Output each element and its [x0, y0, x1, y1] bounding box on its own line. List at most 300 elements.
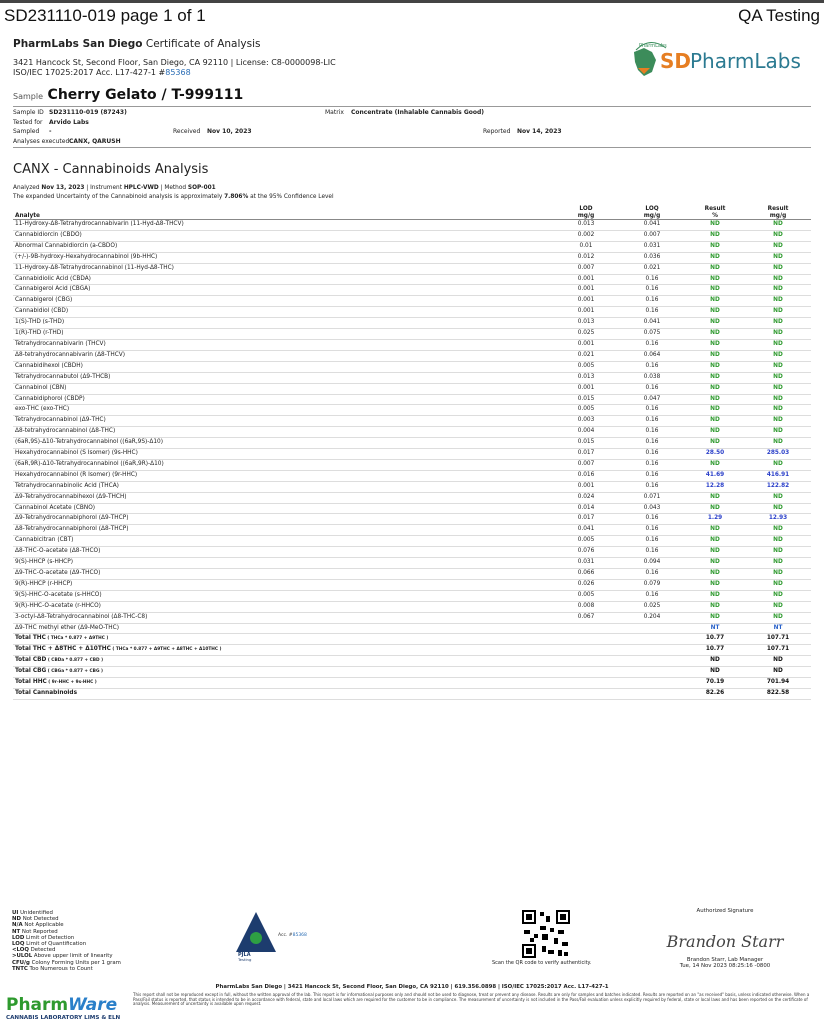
- analyte-cell: 1(S)-THD (s-THD): [13, 318, 553, 329]
- legend-item: [12, 966, 121, 972]
- result-mg-cell: ND: [745, 416, 811, 427]
- legend-desc: Unidentified: [20, 910, 53, 916]
- result-pct-cell: 12.28: [685, 481, 745, 492]
- total-label-cell: [13, 656, 553, 667]
- total-label-cell: [13, 678, 553, 689]
- result-pct-cell: ND: [685, 230, 745, 241]
- sample-page-label: SD231110-019 page 1 of 1: [4, 6, 206, 25]
- doc-type: Certificate of Analysis: [145, 38, 261, 50]
- result-mg-cell: ND: [745, 590, 811, 601]
- table-row: [13, 329, 811, 340]
- analyte-cell: Δ8-tetrahydrocannabivarin (Δ8-THCV): [13, 350, 553, 361]
- loq-cell: 0.021: [619, 263, 685, 274]
- total-mg-cell: 701.94: [745, 678, 811, 689]
- result-pct-cell: NT: [685, 623, 745, 634]
- table-row: [13, 547, 811, 558]
- analyte-cell: Cannabidihexol (CBDH): [13, 361, 553, 372]
- analyte-cell: exo-THC (exo-THC): [13, 405, 553, 416]
- table-row: [13, 503, 811, 514]
- loq-unit: mg/g: [643, 212, 661, 219]
- table-row: [13, 601, 811, 612]
- abbreviation-legend: [12, 910, 121, 972]
- result-pct-cell: ND: [685, 601, 745, 612]
- lod-cell: 0.031: [553, 558, 619, 569]
- loq-cell: 0.043: [619, 503, 685, 514]
- loq-cell: 0.16: [619, 459, 685, 470]
- table-row: [13, 558, 811, 569]
- table-row: [13, 481, 811, 492]
- analyte-cell: Δ8-tetrahydrocannabinol (Δ8-THC): [13, 427, 553, 438]
- result-mg-cell: ND: [745, 241, 811, 252]
- table-header-row: [13, 203, 811, 220]
- lod-cell: 0.017: [553, 514, 619, 525]
- analyte-cell: Tetrahydrocannabutol (Δ9-THCB): [13, 372, 553, 383]
- result-pct-header: [685, 203, 745, 220]
- analyte-cell: Δ9-Tetrahydrocannabiphorol (Δ9-THCP): [13, 514, 553, 525]
- result-mg-cell: ND: [745, 503, 811, 514]
- table-row: [13, 394, 811, 405]
- lod-header-label: LOD: [579, 206, 593, 212]
- table-row: [13, 405, 811, 416]
- table-row: [13, 361, 811, 372]
- total-pct-cell: 10.77: [685, 634, 745, 645]
- analyte-cell: Δ9-Tetrahydrocannabihexol (Δ9-THCH): [13, 492, 553, 503]
- empty-cell: [553, 645, 619, 656]
- total-mg-cell: 107.71: [745, 634, 811, 645]
- table-row: [13, 536, 811, 547]
- result-pct-cell: 28.50: [685, 449, 745, 460]
- result-pct-cell: ND: [685, 438, 745, 449]
- lab-title: [13, 38, 260, 50]
- result-pct-cell: 41.69: [685, 470, 745, 481]
- analyte-cell: 11-Hydroxy-Δ8-Tetrahydrocannabinol (11-Hyd-Δ8-THC): [13, 263, 553, 274]
- loq-cell: 0.007: [619, 230, 685, 241]
- empty-cell: [619, 634, 685, 645]
- loq-cell: 0.16: [619, 285, 685, 296]
- analyte-cell: (6aR,9R)-Δ10-Tetrahydrocannabinol ((6aR,9R)-Δ10): [13, 459, 553, 470]
- matrix-value: Concentrate (Inhalable Cannabis Good): [351, 109, 485, 116]
- table-row: [13, 579, 811, 590]
- lod-cell: 0.002: [553, 230, 619, 241]
- analyte-cell: Cannabigerol Acid (CBGA): [13, 285, 553, 296]
- legend-abbr: <LOQ: [12, 947, 29, 954]
- method-value: SOP-001: [187, 185, 216, 191]
- loq-cell: 0.16: [619, 296, 685, 307]
- total-formula: ( CBDa * 0.877 + CBD ): [46, 658, 104, 664]
- analyte-cell: (6aR,9S)-Δ10-Tetrahydrocannabinol ((6aR,9S)-Δ10): [13, 438, 553, 449]
- legend-abbr: TNTC: [12, 965, 28, 972]
- analyte-cell: Abnormal Cannabidiorcin (a-CBDO): [13, 241, 553, 252]
- result-mg-header: [745, 203, 811, 220]
- loq-cell: 0.041: [619, 318, 685, 329]
- result-mg-cell: 12.93: [745, 514, 811, 525]
- lab-accreditation: [13, 68, 336, 78]
- pharmware-logo-text: PharmWare: [6, 995, 118, 1015]
- result-pct-cell: ND: [685, 318, 745, 329]
- legend-abbr: NT: [12, 928, 21, 935]
- uncertainty-suffix: at the 95% Confidence Level: [248, 194, 334, 200]
- tested-for-label: Tested for: [13, 118, 43, 126]
- analysis-info: Analyzed Nov 13, 2023 | Instrument HPLC-VWD | Method SOP-001 The expanded Uncertainty of the Cannabinoid analysis is approximately 7.806% at the 95% Confidence Level: [13, 185, 334, 200]
- total-row: [13, 678, 811, 689]
- analyte-cell: Cannabinol (CBN): [13, 383, 553, 394]
- result-pct-cell: ND: [685, 339, 745, 350]
- lod-cell: 0.005: [553, 536, 619, 547]
- lod-cell: 0.001: [553, 285, 619, 296]
- empty-cell: [553, 667, 619, 678]
- table-row: [13, 296, 811, 307]
- legend-abbr: ND: [12, 916, 21, 923]
- result-pct-cell: ND: [685, 307, 745, 318]
- legend-desc: Not Detected: [22, 916, 59, 923]
- total-pct-cell: ND: [685, 667, 745, 678]
- logo-arc-text: PharmLabs: [639, 43, 667, 49]
- loq-cell: 0.047: [619, 394, 685, 405]
- analyzed-label: Analyzed: [13, 185, 40, 191]
- analyte-cell: Δ9-THC-O-acetate (Δ9-THCO): [13, 569, 553, 580]
- lod-cell: 0.001: [553, 307, 619, 318]
- legend-desc: Too Numerous to Count: [29, 965, 93, 972]
- result-pct-cell: ND: [685, 427, 745, 438]
- result-mg-cell: ND: [745, 339, 811, 350]
- analyte-cell: Cannabidiolic Acid (CBDA): [13, 274, 553, 285]
- accreditation-text: ISO/IEC 17025:2017 Acc. L17-427-1 #: [13, 68, 166, 77]
- analyte-cell: Cannabinol Acetate (CBNO): [13, 503, 553, 514]
- total-mg-cell: ND: [745, 656, 811, 667]
- legend-abbr: CFU/g: [12, 959, 30, 966]
- result-mg-cell: NT: [745, 623, 811, 634]
- analyses-value: CANX, QARUSH: [69, 137, 121, 145]
- table-row: [13, 350, 811, 361]
- result-pct-cell: ND: [685, 612, 745, 623]
- total-label-cell: [13, 688, 553, 699]
- lod-cell: 0.024: [553, 492, 619, 503]
- loq-cell: [619, 623, 685, 634]
- lod-cell: 0.004: [553, 427, 619, 438]
- loq-cell: 0.16: [619, 470, 685, 481]
- result-mg-cell: ND: [745, 263, 811, 274]
- result-mg-cell: ND: [745, 459, 811, 470]
- pjla-globe-icon: [250, 932, 262, 944]
- total-label-cell: [13, 634, 553, 645]
- result-mg-cell: ND: [745, 383, 811, 394]
- total-label-cell: [13, 645, 553, 656]
- analyzed-date: Nov 13, 2023: [41, 185, 85, 191]
- result-mg-cell: 285.03: [745, 449, 811, 460]
- result-mg-cell: ND: [745, 350, 811, 361]
- cannabinoids-table: [13, 203, 811, 700]
- table-row: [13, 252, 811, 263]
- loq-cell: 0.038: [619, 372, 685, 383]
- analyte-cell: Δ8-THC-O-acetate (Δ8-THCO): [13, 547, 553, 558]
- table-row: [13, 492, 811, 503]
- qr-code-icon[interactable]: [520, 908, 572, 960]
- lod-cell: 0.001: [553, 481, 619, 492]
- tested-for-value: Arvido Labs: [49, 118, 89, 126]
- lod-cell: 0.005: [553, 361, 619, 372]
- result-mg-cell: 416.91: [745, 470, 811, 481]
- sdpharmlabs-logo: [630, 38, 810, 82]
- pjla-sub: Testing: [238, 957, 252, 962]
- sampled-label: Sampled: [13, 128, 40, 135]
- analyte-cell: Cannabidiorcin (CBDO): [13, 230, 553, 241]
- table-row: [13, 449, 811, 460]
- loq-cell: 0.16: [619, 405, 685, 416]
- qr-caption: Scan the QR code to verify authenticity.: [492, 960, 592, 966]
- analyte-cell: Cannabidiphorol (CBDP): [13, 394, 553, 405]
- logo-text: PharmLabs: [690, 49, 801, 73]
- result-pct-cell: ND: [685, 525, 745, 536]
- lod-cell: 0.026: [553, 579, 619, 590]
- result-pct-cell: ND: [685, 252, 745, 263]
- lod-cell: 0.025: [553, 329, 619, 340]
- total-formula: ( CBGa * 0.877 + CBG ): [46, 669, 103, 675]
- result-mg-cell: ND: [745, 405, 811, 416]
- received-value: Nov 10, 2023: [207, 128, 252, 135]
- lod-cell: 0.008: [553, 601, 619, 612]
- lab-address: 3421 Hancock St, Second Floor, San Diego, CA 92110 | License: C8-0000098-LIC: [13, 58, 336, 67]
- loq-header-label: LOQ: [645, 206, 659, 212]
- result-mg-cell: ND: [745, 579, 811, 590]
- table-row: [13, 241, 811, 252]
- result-mg-cell: ND: [745, 525, 811, 536]
- table-row: [13, 285, 811, 296]
- lod-cell: 0.041: [553, 525, 619, 536]
- table-row: [13, 623, 811, 634]
- result-pct-cell: ND: [685, 296, 745, 307]
- empty-cell: [619, 688, 685, 699]
- result-mg-cell: ND: [745, 547, 811, 558]
- result-pct-cell: ND: [685, 547, 745, 558]
- table-row: [13, 230, 811, 241]
- analyte-cell: Δ8-Tetrahydrocannabiphorol (Δ8-THCP): [13, 525, 553, 536]
- total-label: Total Cannabinoids: [15, 689, 78, 696]
- loq-cell: 0.16: [619, 427, 685, 438]
- divider: [13, 147, 811, 148]
- result-pct-cell: ND: [685, 263, 745, 274]
- lod-cell: 0.012: [553, 252, 619, 263]
- lod-cell: 0.013: [553, 372, 619, 383]
- result-pct-cell: ND: [685, 503, 745, 514]
- lod-cell: 0.067: [553, 612, 619, 623]
- result-mg-label: Result: [767, 206, 789, 212]
- lod-cell: 0.017: [553, 449, 619, 460]
- result-mg-cell: ND: [745, 438, 811, 449]
- analyte-cell: Hexahydrocannabinol (R Isomer) (9r-HHC): [13, 470, 553, 481]
- result-pct-cell: ND: [685, 569, 745, 580]
- lod-cell: 0.015: [553, 394, 619, 405]
- sample-title: [13, 87, 243, 103]
- loq-cell: 0.064: [619, 350, 685, 361]
- result-mg-cell: ND: [745, 274, 811, 285]
- lod-cell: 0.007: [553, 459, 619, 470]
- result-mg-cell: ND: [745, 329, 811, 340]
- result-pct-cell: ND: [685, 558, 745, 569]
- matrix-label: Matrix: [325, 109, 344, 116]
- analyte-cell: 9(S)-HHC-O-acetate (s-HHCO): [13, 590, 553, 601]
- received-label: Received: [173, 128, 201, 135]
- lod-cell: 0.003: [553, 416, 619, 427]
- total-formula: ( 9r-HHC + 9s-HHC ): [46, 680, 97, 686]
- empty-cell: [553, 678, 619, 689]
- table-row: [13, 263, 811, 274]
- result-mg-cell: ND: [745, 220, 811, 231]
- table-row: [13, 459, 811, 470]
- loq-cell: 0.16: [619, 449, 685, 460]
- result-mg-cell: ND: [745, 361, 811, 372]
- table-row: [13, 318, 811, 329]
- legend-abbr: >ULOL: [12, 953, 33, 960]
- uncertainty-note: [13, 193, 334, 202]
- loq-cell: 0.041: [619, 220, 685, 231]
- sample-id-value: SD231110-019 (87243): [49, 109, 127, 116]
- legend-desc: Limit of Detection: [26, 934, 75, 941]
- sample-meta: [13, 108, 811, 146]
- reported-label: Reported: [483, 128, 511, 135]
- loq-cell: 0.16: [619, 590, 685, 601]
- result-mg-cell: ND: [745, 601, 811, 612]
- table-row: [13, 569, 811, 580]
- empty-cell: [553, 634, 619, 645]
- result-pct-cell: ND: [685, 459, 745, 470]
- legend-abbr: UI: [12, 910, 19, 916]
- table-row: [13, 416, 811, 427]
- result-mg-cell: ND: [745, 569, 811, 580]
- loq-cell: 0.031: [619, 241, 685, 252]
- lod-unit: mg/g: [577, 212, 595, 219]
- legend-abbr: N/A: [12, 922, 23, 929]
- lod-cell: 0.013: [553, 318, 619, 329]
- result-pct-cell: ND: [685, 372, 745, 383]
- table-row: [13, 612, 811, 623]
- result-pct-cell: ND: [685, 285, 745, 296]
- result-mg-cell: ND: [745, 427, 811, 438]
- loq-cell: 0.16: [619, 569, 685, 580]
- instrument-label: Instrument: [90, 185, 122, 191]
- legend-desc: Detected: [30, 947, 56, 954]
- result-pct-cell: ND: [685, 241, 745, 252]
- pjla-logo: [232, 908, 322, 962]
- total-pct-cell: 82.26: [685, 688, 745, 699]
- accreditation-link[interactable]: 85368: [165, 68, 191, 77]
- loq-cell: 0.16: [619, 547, 685, 558]
- result-pct-cell: ND: [685, 329, 745, 340]
- analyte-cell: 1(R)-THD (r-THD): [13, 329, 553, 340]
- result-mg-cell: ND: [745, 318, 811, 329]
- empty-cell: [619, 656, 685, 667]
- result-mg-cell: ND: [745, 372, 811, 383]
- lod-cell: 0.001: [553, 274, 619, 285]
- loq-cell: 0.16: [619, 514, 685, 525]
- total-formula: ( THCa * 0.877 + Δ9THC ): [45, 636, 109, 642]
- table-row: [13, 470, 811, 481]
- disclaimer-text: This report shall not be reproduced except in full, without the written approval of the lab. This report is for informational purposes only and should not be used to diagnose, treat or prevent any disease. Results are only for samples and batches indicated. Results are reported on an "as received" basis, unless indicated otherwise. When a Pass/Fail status is reported, that status is intended to be in accordance with federal, state and local laws which are required for the customer to be in compliance. The measurement of uncertainty is not included in the Pass/Fail evaluation unless explicitly required by federal, state or local laws and has been reported on the certificate of analysis. Measurement of uncertainty is available upon request.: [133, 992, 810, 1007]
- loq-cell: 0.025: [619, 601, 685, 612]
- pjla-acc: Acc. #85368: [278, 933, 307, 938]
- result-mg-cell: ND: [745, 558, 811, 569]
- method-label: Method: [164, 185, 187, 191]
- result-mg-cell: ND: [745, 536, 811, 547]
- table-row: [13, 514, 811, 525]
- lab-name: PharmLabs San Diego: [13, 38, 143, 50]
- empty-cell: [619, 645, 685, 656]
- signature-label: Authorized Signature: [696, 908, 754, 914]
- table-row: [13, 427, 811, 438]
- signature-block: [640, 908, 810, 980]
- table-row: [13, 525, 811, 536]
- analyte-cell: Cannabicitran (CBT): [13, 536, 553, 547]
- analyte-header: Analyte: [13, 203, 553, 220]
- analyte-cell: 9(S)-HHCP (s-HHCP): [13, 558, 553, 569]
- result-mg-cell: ND: [745, 307, 811, 318]
- lod-cell: 0.076: [553, 547, 619, 558]
- result-mg-cell: 122.82: [745, 481, 811, 492]
- result-pct-cell: ND: [685, 350, 745, 361]
- lod-cell: 0.014: [553, 503, 619, 514]
- legend-abbr: LOQ: [12, 941, 25, 948]
- result-pct-cell: ND: [685, 536, 745, 547]
- result-pct-label: Result: [704, 206, 726, 212]
- loq-cell: 0.16: [619, 536, 685, 547]
- lab-address-block: [13, 58, 336, 78]
- analyte-cell: Cannabidiol (CBD): [13, 307, 553, 318]
- loq-cell: 0.16: [619, 438, 685, 449]
- loq-cell: 0.16: [619, 274, 685, 285]
- table-row: [13, 307, 811, 318]
- total-row: [13, 634, 811, 645]
- loq-cell: 0.071: [619, 492, 685, 503]
- sampled-value: -: [49, 128, 52, 135]
- loq-cell: 0.16: [619, 416, 685, 427]
- result-pct-cell: ND: [685, 590, 745, 601]
- empty-cell: [553, 656, 619, 667]
- total-label: Total CBD: [15, 657, 47, 664]
- result-mg-cell: ND: [745, 296, 811, 307]
- result-mg-cell: ND: [745, 394, 811, 405]
- analyte-cell: 3-octyl-Δ8-Tetrahydrocannabinol (Δ8-THC-C8): [13, 612, 553, 623]
- empty-cell: [619, 678, 685, 689]
- sample-label: Sample: [13, 92, 43, 101]
- result-pct-cell: ND: [685, 361, 745, 372]
- pharmware-logo: [6, 992, 121, 1022]
- result-pct-cell: ND: [685, 274, 745, 285]
- legend-desc: Limit of Quantification: [26, 941, 87, 948]
- total-row: [13, 688, 811, 699]
- total-mg-cell: 107.71: [745, 645, 811, 656]
- loq-cell: 0.16: [619, 361, 685, 372]
- total-pct-cell: ND: [685, 656, 745, 667]
- top-border: [0, 0, 824, 3]
- reported-value: Nov 14, 2023: [517, 128, 562, 135]
- uncertainty-prefix: The expanded Uncertainty of the Cannabinoid analysis is approximately: [13, 194, 225, 200]
- total-label: Total HHC: [15, 679, 47, 686]
- total-pct-cell: 10.77: [685, 645, 745, 656]
- total-label: Total CBG: [15, 668, 47, 675]
- analyte-cell: Tetrahydrocannabivarin (THCV): [13, 339, 553, 350]
- lod-cell: 0.007: [553, 263, 619, 274]
- loq-cell: 0.16: [619, 339, 685, 350]
- result-mg-cell: ND: [745, 230, 811, 241]
- instrument-value: HPLC-VWD: [123, 185, 159, 191]
- loq-cell: 0.16: [619, 481, 685, 492]
- sample-id-label: Sample ID: [13, 109, 44, 116]
- analyses-label: Analyses executed: [13, 137, 70, 145]
- legend-desc: Above upper limit of linearity: [33, 953, 113, 960]
- total-label: Total THC + Δ8THC + Δ10THC: [15, 646, 111, 653]
- loq-cell: 0.16: [619, 307, 685, 318]
- analyte-cell: Δ9-THC methyl ether (Δ9-MeO-THC): [13, 623, 553, 634]
- lod-cell: 0.016: [553, 470, 619, 481]
